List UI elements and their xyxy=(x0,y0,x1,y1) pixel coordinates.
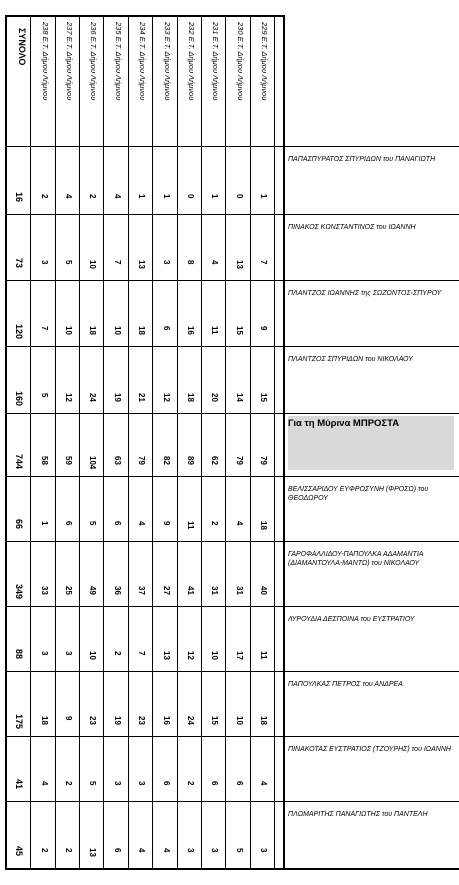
vote-cell: 13 xyxy=(137,260,146,269)
vote-cell: 6 xyxy=(162,781,171,786)
vote-cell: 23 xyxy=(137,716,146,725)
vote-cell: 18 xyxy=(137,326,146,335)
vote-cell: 3 xyxy=(64,651,73,656)
vote-cell: 10 xyxy=(113,326,122,335)
total-header: ΣΥΝΟΛΟ xyxy=(17,28,27,66)
station-header: 236 Ε.Τ. Δήμου Λήμνου xyxy=(89,22,98,101)
vote-cell: 104 xyxy=(88,456,97,470)
vote-cell: 63 xyxy=(113,456,122,465)
station-header: 237 Ε.Τ. Δήμου Λήμνου xyxy=(65,22,74,101)
vote-cell: 1 xyxy=(210,194,219,199)
vote-cell: 31 xyxy=(235,586,244,595)
station-header: 238 Ε.Τ. Δήμου Λήμνου xyxy=(41,22,50,101)
vote-cell: 3 xyxy=(137,781,146,786)
vote-cell: 4 xyxy=(235,521,244,526)
vote-cell: 2 xyxy=(113,651,122,656)
row-divider xyxy=(5,801,459,802)
candidate-name: ΠΛΩΜΑΡΙΤΗΣ ΠΑΝΑΓΙΩΤΗΣ του ΠΑΝΤΕΛΗ xyxy=(288,811,428,818)
station-header: 233 Ε.Τ. Δήμου Λήμνου xyxy=(163,22,172,101)
vote-cell: 9 xyxy=(162,521,171,526)
total-cell: 744 xyxy=(14,454,24,470)
vote-cell: 5 xyxy=(40,393,49,398)
vote-cell: 23 xyxy=(88,716,97,725)
vote-cell: 19 xyxy=(113,716,122,725)
vote-cell: 37 xyxy=(137,586,146,595)
vote-cell: 24 xyxy=(186,716,195,725)
vote-cell: 25 xyxy=(64,586,73,595)
vote-cell: 10 xyxy=(88,260,97,269)
vote-cell: 41 xyxy=(186,586,195,595)
vote-cell: 5 xyxy=(88,781,97,786)
row-divider xyxy=(5,214,459,215)
total-cell: 66 xyxy=(14,519,24,530)
vote-cell: 13 xyxy=(162,651,171,660)
vote-cell: 5 xyxy=(235,848,244,853)
vote-cell: 2 xyxy=(64,781,73,786)
vote-cell: 4 xyxy=(137,848,146,853)
vote-cell: 3 xyxy=(162,260,171,265)
row-divider xyxy=(5,606,459,607)
vote-cell: 17 xyxy=(235,651,244,660)
total-cell: 120 xyxy=(14,324,24,340)
vote-cell: 9 xyxy=(64,716,73,721)
vote-cell: 9 xyxy=(259,326,268,331)
vote-cell: 7 xyxy=(137,651,146,656)
vote-cell: 2 xyxy=(88,194,97,199)
vote-cell: 11 xyxy=(210,326,219,335)
vote-cell: 59 xyxy=(64,456,73,465)
vote-cell: 13 xyxy=(235,260,244,269)
vote-cell: 8 xyxy=(186,260,195,265)
station-header: 232 Ε.Τ. Δήμου Λήμνου xyxy=(187,22,196,101)
station-header: 230 Ε.Τ. Δήμου Λήμνου xyxy=(236,22,245,101)
vote-cell: 3 xyxy=(113,781,122,786)
vote-cell: 5 xyxy=(88,521,97,526)
vote-cell: 10 xyxy=(235,716,244,725)
vote-cell: 79 xyxy=(137,456,146,465)
vote-cell: 18 xyxy=(259,716,268,725)
total-cell: 160 xyxy=(14,391,24,407)
column-divider xyxy=(79,15,80,870)
column-divider-main xyxy=(283,15,285,870)
vote-cell: 49 xyxy=(88,586,97,595)
vote-cell: 1 xyxy=(40,521,49,526)
vote-cell: 24 xyxy=(88,393,97,402)
vote-cell: 3 xyxy=(40,651,49,656)
vote-cell: 5 xyxy=(64,260,73,265)
row-divider xyxy=(5,671,459,672)
column-divider xyxy=(30,15,31,870)
vote-cell: 4 xyxy=(137,521,146,526)
column-divider xyxy=(152,15,153,870)
vote-cell: 6 xyxy=(210,781,219,786)
vote-cell: 21 xyxy=(137,393,146,402)
vote-cell: 3 xyxy=(259,848,268,853)
vote-cell: 15 xyxy=(259,393,268,402)
vote-cell: 18 xyxy=(259,521,268,530)
row-divider xyxy=(5,346,459,347)
party-name: Για τη Μύρινα ΜΠΡΟΣΤΑ xyxy=(288,418,400,429)
vote-cell: 6 xyxy=(64,521,73,526)
column-divider xyxy=(201,15,202,870)
candidate-name: ΓΑΡΟΦΑΛΛΙΔΟΥ-ΠΑΠΟΥΛΚΑ ΑΔΑΜΑΝΤΙΑ (ΔΙΑΜΑΝΤΟΥΛΑ-ΜΑΝΤΩ) του ΝΙΚΟΛΑΟΥ xyxy=(288,551,424,567)
vote-cell: 13 xyxy=(88,848,97,857)
total-cell: 41 xyxy=(14,779,24,790)
column-divider xyxy=(177,15,178,870)
vote-cell: 6 xyxy=(113,848,122,853)
row-divider xyxy=(5,736,459,737)
vote-cell: 6 xyxy=(235,781,244,786)
total-cell: 175 xyxy=(14,714,24,730)
vote-cell: 4 xyxy=(113,194,122,199)
vote-cell: 27 xyxy=(162,586,171,595)
vote-cell: 31 xyxy=(210,586,219,595)
vote-cell: 10 xyxy=(88,651,97,660)
row-divider xyxy=(5,146,459,147)
vote-cell: 1 xyxy=(259,194,268,199)
row-divider xyxy=(5,541,459,542)
candidate-name: ΛΥΡΟΥΔΙΑ ΔΕΣΠΟΙΝΑ του ΕΥΣΤΡΑΤΙΟΥ xyxy=(288,616,415,623)
vote-cell: 12 xyxy=(64,393,73,402)
vote-cell: 12 xyxy=(162,393,171,402)
vote-cell: 15 xyxy=(235,326,244,335)
vote-cell: 6 xyxy=(162,326,171,331)
vote-cell: 1 xyxy=(162,194,171,199)
vote-cell: 33 xyxy=(40,586,49,595)
candidate-name: ΠΛΑΝΤΖΟΣ ΙΩΑΝΝΗΣ της ΣΩΖΩΝΤΟΣ-ΣΠΥΡΟΥ xyxy=(288,290,442,297)
total-cell: 349 xyxy=(14,584,24,600)
vote-cell: 62 xyxy=(210,456,219,465)
vote-cell: 0 xyxy=(186,194,195,199)
total-cell: 88 xyxy=(14,649,24,660)
vote-cell: 7 xyxy=(113,260,122,265)
vote-cell: 18 xyxy=(40,716,49,725)
vote-cell: 14 xyxy=(235,393,244,402)
total-cell: 45 xyxy=(14,846,24,857)
vote-cell: 3 xyxy=(210,848,219,853)
vote-cell: 2 xyxy=(210,521,219,526)
vote-cell: 4 xyxy=(259,781,268,786)
vote-cell: 40 xyxy=(259,586,268,595)
table-border-top xyxy=(5,15,285,17)
candidate-name: ΠΑΠΑΣΠΥΡΑΤΟΣ ΣΠΥΡΙΔΩΝ του ΠΑΝΑΓΙΩΤΗ xyxy=(288,156,436,163)
vote-cell: 4 xyxy=(64,194,73,199)
vote-cell: 18 xyxy=(88,326,97,335)
vote-cell: 16 xyxy=(162,716,171,725)
vote-cell: 36 xyxy=(113,586,122,595)
vote-cell: 3 xyxy=(40,260,49,265)
table-border-bottom xyxy=(5,868,459,870)
vote-cell: 7 xyxy=(40,326,49,331)
vote-cell: 2 xyxy=(40,848,49,853)
column-divider xyxy=(128,15,129,870)
vote-cell: 3 xyxy=(186,848,195,853)
candidate-name: ΠΑΠΟΥΛΚΑΣ ΠΕΤΡΟΣ του ΑΝΔΡΕΑ xyxy=(288,681,403,688)
vote-cell: 58 xyxy=(40,456,49,465)
vote-cell: 4 xyxy=(162,848,171,853)
vote-cell: 79 xyxy=(235,456,244,465)
vote-cell: 89 xyxy=(186,456,195,465)
station-header: 234 Ε.Τ. Δήμου Λήμνου xyxy=(138,22,147,101)
candidate-name: ΠΙΝΑΚΟΤΑΣ ΕΥΣΤΡΑΤΙΟΣ (ΤΖΟΥΡΗΣ) του ΙΩΑΝΝΗ xyxy=(288,746,451,753)
vote-cell: 82 xyxy=(162,456,171,465)
vote-cell: 11 xyxy=(186,521,195,530)
vote-cell: 0 xyxy=(235,194,244,199)
total-cell: 73 xyxy=(14,258,24,269)
table-border-left xyxy=(5,15,7,870)
vote-cell: 2 xyxy=(40,194,49,199)
column-divider xyxy=(250,15,251,870)
total-cell: 16 xyxy=(14,192,24,203)
vote-cell: 19 xyxy=(113,393,122,402)
column-divider xyxy=(103,15,104,870)
station-header: 235 Ε.Τ. Δήμου Λήμνου xyxy=(114,22,123,101)
candidate-name: ΠΛΑΝΤΖΟΣ ΣΠΥΡΙΔΩΝ του ΝΙΚΟΛΑΟΥ xyxy=(288,356,413,363)
vote-cell: 6 xyxy=(113,521,122,526)
vote-cell: 2 xyxy=(186,781,195,786)
row-divider xyxy=(5,280,459,281)
vote-cell: 16 xyxy=(186,326,195,335)
column-divider xyxy=(55,15,56,870)
column-divider xyxy=(225,15,226,870)
vote-cell: 15 xyxy=(210,716,219,725)
station-header: 229 Ε.Τ. Δήμου Λήμνου xyxy=(260,22,269,101)
vote-cell: 79 xyxy=(259,456,268,465)
vote-cell: 11 xyxy=(259,651,268,660)
vote-cell: 12 xyxy=(186,651,195,660)
candidate-name: ΒΕΛΙΣΣΑΡΙΔΟΥ ΕΥΦΡΟΣΥΝΗ (ΦΡΟΣΩ) του ΘΕΟΔΩΡΟΥ xyxy=(288,486,429,502)
vote-cell: 4 xyxy=(40,781,49,786)
vote-cell: 7 xyxy=(259,260,268,265)
candidate-name: ΠΙΝΑΚΟΣ ΚΩΝΣΤΑΝΤΙΝΟΣ του ΙΩΑΝΝΗ xyxy=(288,224,416,231)
vote-cell: 20 xyxy=(210,393,219,402)
station-header: 231 Ε.Τ. Δήμου Λήμνου xyxy=(211,22,220,101)
row-divider xyxy=(5,476,459,477)
vote-cell: 10 xyxy=(210,651,219,660)
vote-cell: 18 xyxy=(186,393,195,402)
vote-cell: 4 xyxy=(210,260,219,265)
column-divider xyxy=(274,15,275,870)
vote-cell: 1 xyxy=(137,194,146,199)
vote-cell: 10 xyxy=(64,326,73,335)
vote-cell: 2 xyxy=(64,848,73,853)
row-divider xyxy=(5,413,459,414)
